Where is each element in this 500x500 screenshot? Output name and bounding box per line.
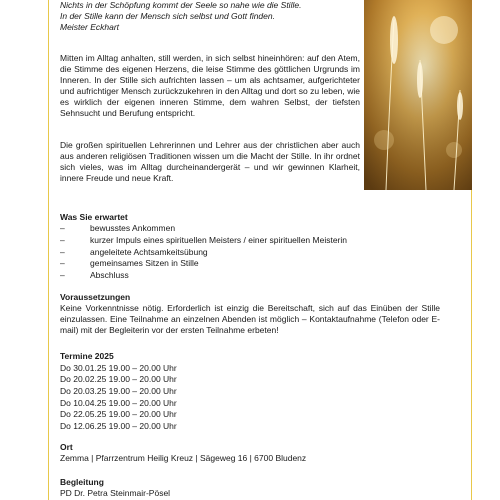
date-item: Do 10.04.25 19.00 – 20.00 Uhr [60, 397, 177, 408]
list-item: – bewusstes Ankommen [60, 223, 360, 235]
expectations-heading: Was Sie erwartet [60, 212, 128, 222]
quote-line-2: In der Stille kann der Mensch sich selbst und Gott finden. [60, 11, 275, 21]
section-location [60, 442, 440, 464]
quote-block [60, 0, 360, 33]
guide-name: PD Dr. Petra Steinmair-Pösel [60, 488, 171, 498]
requirements-text: Keine Vorkenntnisse nötig. Erforderlich ist einzig die Bereitschaft, sich auf das Einüben der Stille einzulassen. Eine Teilnahme an einzelnen Abenden ist möglich – Kontaktaufnahme (Telefon oder E-mail) mit der Begleiterin vor der ersten Teilnahme erbeten! [60, 303, 440, 335]
date-item: Do 30.01.25 19.00 – 20.00 Uhr [60, 362, 177, 373]
main-text [60, 0, 440, 498]
location-heading: Ort [60, 442, 73, 452]
list-item: – angeleitete Achtsamkeitsübung [60, 247, 360, 259]
section-guide [60, 477, 360, 499]
quote-author: Meister Eckhart [60, 22, 120, 32]
header-photo [364, 0, 472, 190]
section-requirements [60, 292, 440, 336]
requirements-heading: Voraussetzungen [60, 292, 131, 302]
dates-heading: Termine 2025 [60, 351, 114, 361]
date-item: Do 20.03.25 19.00 – 20.00 Uhr [60, 386, 177, 397]
section-dates [60, 351, 360, 433]
guide-heading: Begleitung [60, 477, 104, 487]
list-item: – Abschluss [60, 270, 360, 282]
expectations-list [60, 223, 360, 282]
section-expectations [60, 212, 360, 282]
date-item: Do 12.06.25 19.00 – 20.00 Uhr [60, 421, 177, 432]
list-item: – gemeinsames Sitzen in Stille [60, 258, 360, 270]
intro-paragraph: Mitten im Alltag anhalten, still werden, in sich selbst hineinhören: auf den Atem, die Stimme des eigenen Herzens, die leise Stimme des göttlichen Urgrunds im Inneren. In der Stille sich aufrichten lassen – um als achtsamer, aufgerichteter und aufrichtiger Mensch zurückzukehren in den Alltag und dort so zu leben, wie es wirklich der eigenen inneren Stimme, dem wahren Selbst, der tiefsten Sehnsucht und Berufung entspricht. [60, 53, 360, 118]
traditions-paragraph: Die großen spirituellen Lehrerinnen und Lehrer aus der christlichen aber auch aus anderen religiösen Traditionen wissen um die Macht der Stille. In ihr ordnet sich vieles, was im Alltag durcheinandergerät – und wir gewinnen Klarheit, innere Freude und neue Kraft. [60, 140, 360, 183]
date-item: Do 20.02.25 19.00 – 20.00 Uhr [60, 374, 177, 385]
list-item: – kurzer Impuls eines spirituellen Meisters / einer spirituellen Meisterin [60, 235, 360, 247]
date-item: Do 22.05.25 19.00 – 20.00 Uhr [60, 409, 177, 420]
quote-line-1: Nichts in der Schöpfung kommt der Seele so nahe wie die Stille. [60, 0, 302, 10]
location-text: Zemma | Pfarrzentrum Heilig Kreuz | Sägeweg 16 | 6700 Bludenz [60, 453, 307, 463]
